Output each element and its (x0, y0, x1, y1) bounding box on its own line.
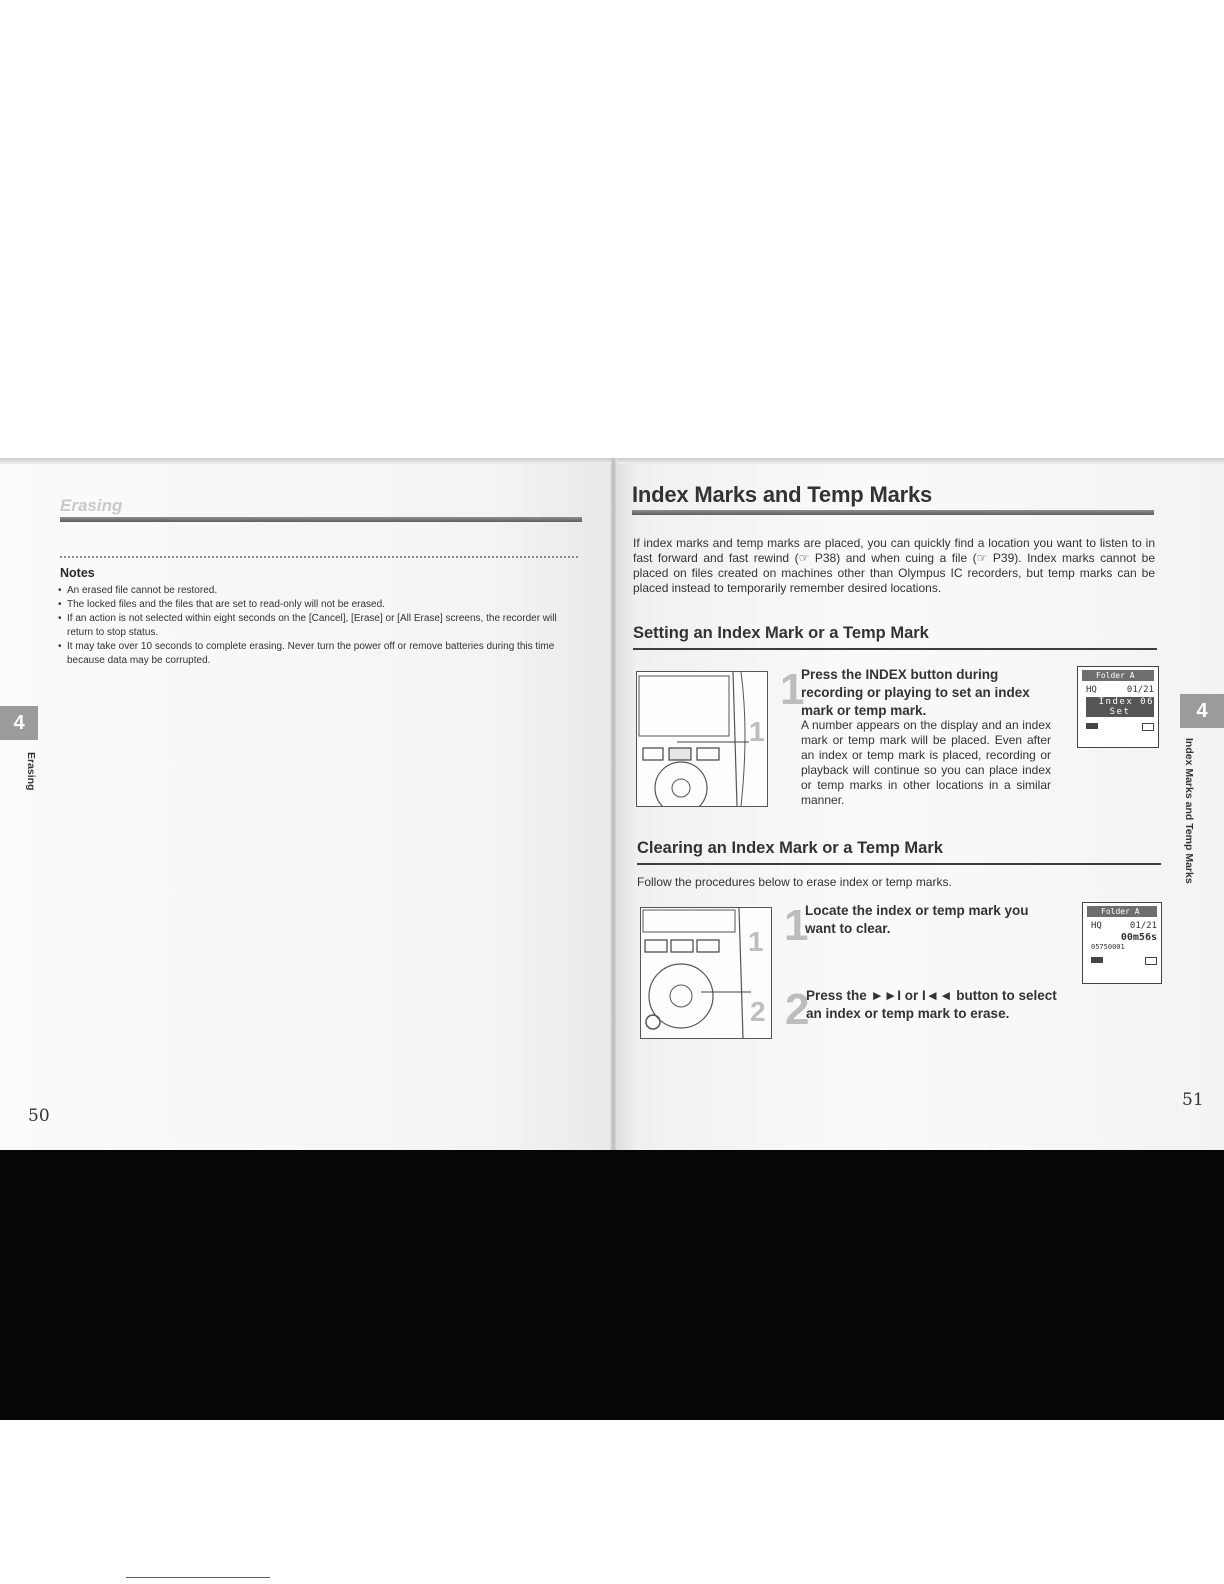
section-header-rule (60, 517, 582, 522)
lcd-file-count: 01/21 (1129, 921, 1157, 931)
lcd-display-index (1077, 666, 1159, 748)
battery-icon (1091, 957, 1103, 963)
setting-heading-rule (633, 648, 1157, 650)
note-item: • If an action is not selected within eight seconds on the [Cancel], [Erase] or [All Erase] screens, the recorder will return to stop status. (58, 612, 582, 640)
clearing-intro: Follow the procedures below to erase index or temp marks. (637, 875, 952, 889)
clearing-heading: Clearing an Index Mark or a Temp Mark (637, 839, 943, 857)
side-label-left: Erasing (25, 752, 37, 791)
note-item: • It may take over 10 seconds to complete erasing. Never turn the power off or remove batteries during this time because data may be corrupted. (58, 640, 582, 668)
lcd-folder: Folder A (1082, 670, 1154, 681)
lcd-counter: 05750001 (1091, 943, 1125, 951)
step-title: Press the INDEX button during recording or playing to set an index mark or temp mark. (801, 667, 1030, 718)
note-item: • An erased file cannot be restored. (58, 584, 582, 598)
intro-paragraph: If index marks and temp marks are placed, you can quickly find a location you want to listen to in fast forward and fast rewind (☞ P38) and when cuing a file (☞ P39). Index marks cannot be placed on files created on machines other than Olympus IC recorders, but temp marks can be placed instead to temporarily remember desired locations. (633, 536, 1155, 595)
chapter-tab-right: 4 (1180, 694, 1224, 728)
setting-heading: Setting an Index Mark or a Temp Mark (633, 624, 929, 642)
page-number-right: 51 (1182, 1090, 1204, 1110)
step-number: 1 (784, 901, 809, 950)
step-number: 1 (780, 665, 805, 714)
lcd-message-line2: Set (1086, 707, 1154, 717)
side-label-right: Index Marks and Temp Marks (1183, 738, 1195, 884)
chapter-tab-left: 4 (0, 706, 38, 740)
notes-dotted-rule (60, 556, 578, 558)
page-number-left: 50 (28, 1106, 50, 1126)
step-number: 2 (785, 985, 810, 1034)
lcd-file-count: 01/21 (1126, 685, 1154, 695)
lcd-mode: HQ (1091, 921, 1102, 931)
lcd-time: 00m56s (1120, 932, 1157, 943)
card-icon (1145, 957, 1157, 965)
page-title: Index Marks and Temp Marks (632, 482, 933, 507)
lcd-message-line1: Index 06 (1086, 697, 1154, 707)
illustration-callout: 2 (750, 996, 766, 1027)
step-body: A number appears on the display and an index mark or temp mark will be placed. Even after an index or temp mark is placed, recording or playback will continue so you can place index or temp marks in other locations in a similar manner. (801, 718, 1051, 807)
book-gutter (611, 458, 617, 1150)
scan-background-dark (0, 1150, 1224, 1420)
book-spread (0, 458, 1224, 1150)
lcd-mode: HQ (1086, 685, 1097, 695)
notes-list (58, 584, 582, 668)
section-header: Erasing (60, 496, 123, 515)
step-title: Locate the index or temp mark you want to clear. (805, 903, 1029, 936)
lcd-folder: Folder A (1087, 906, 1157, 917)
bottom-line (126, 1577, 270, 1578)
illustration-callout: 1 (749, 716, 765, 747)
illustration-callout: 1 (748, 926, 764, 957)
card-icon (1142, 723, 1154, 731)
battery-icon (1086, 723, 1098, 729)
title-rule (632, 510, 1154, 515)
lcd-display-clear (1082, 902, 1162, 984)
notes-title: Notes (60, 566, 95, 580)
recorder-drawing (637, 672, 767, 806)
clearing-heading-rule (637, 863, 1161, 865)
note-item: • The locked files and the files that are set to read-only will not be erased. (58, 598, 582, 612)
step-title: Press the ►►I or I◄◄ button to select an index or temp mark to erase. (806, 988, 1057, 1021)
